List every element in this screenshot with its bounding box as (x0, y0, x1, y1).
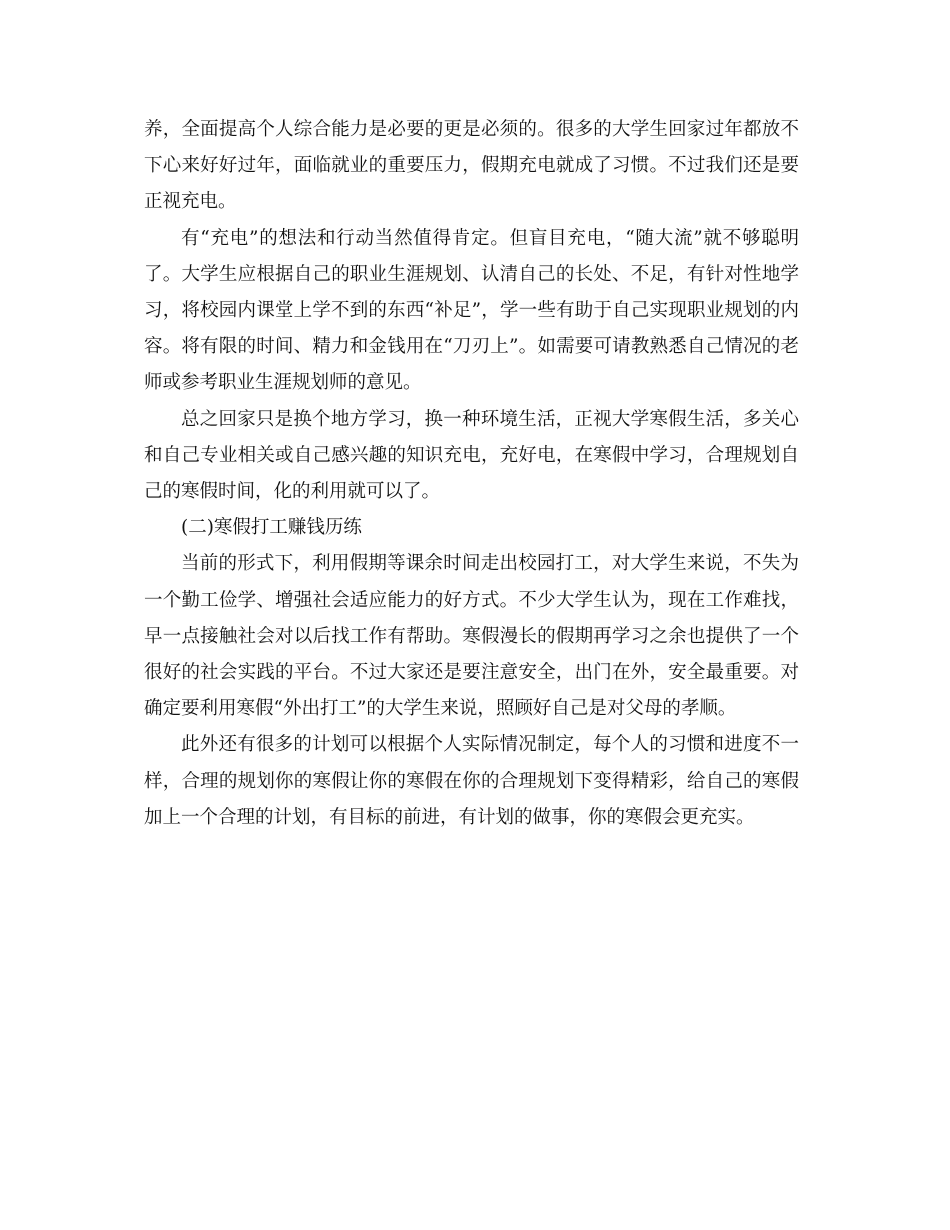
paragraph-other-plans: 此外还有很多的计划可以根据个人实际情况制定，每个人的习惯和进度不一样，合理的规划你的寒假让你的寒假在你的合理规划下变得精彩，给自己的寒假加上一个合理的计划，有目标的前进，有计划的做事，你的寒假会更充实。 (144, 734, 799, 828)
document-body (144, 112, 799, 836)
section-heading-part-time-work: (二)寒假打工赚钱历练 (181, 517, 362, 539)
paragraph-continuation: 养，全面提高个人综合能力是必要的更是必须的。很多的大学生回家过年都放不下心来好好过年，面临就业的重要压力，假期充电就成了习惯。不过我们还是要正视充电。 (144, 119, 799, 213)
paragraph-recharge: 有“充电”的想法和行动当然值得肯定。但盲目充电，“随大流”就不够聪明了。大学生应根据自己的职业生涯规划、认清自己的长处、不足，有针对性地学习，将校园内课堂上学不到的东西“补足”，学一些有助于自己实现职业规划的内容。将有限的时间、精力和金钱用在“刀刃上”。如需要可请教熟悉自己情况的老师或参考职业生涯规划师的意见。 (144, 227, 799, 394)
paragraph-summary: 总之回家只是换个地方学习，换一种环境生活，正视大学寒假生活，多关心和自己专业相关或自己感兴趣的知识充电，充好电，在寒假中学习，合理规划自己的寒假时间，化的利用就可以了。 (144, 408, 799, 503)
paragraph-part-time-work: 当前的形式下，利用假期等课余时间走出校园打工，对大学生来说，不失为一个勤工俭学、增强社会适应能力的好方式。不少大学生认为，现在工作难找，早一点接触社会对以后找工作有帮助。寒假漫长的假期再学习之余也提供了一个很好的社会实践的平台。不过大家还是要注意安全，出门在外，安全最重要。对确定要利用寒假“外出打工”的大学生来说，照顾好自己是对父母的孝顺。 (144, 553, 799, 720)
